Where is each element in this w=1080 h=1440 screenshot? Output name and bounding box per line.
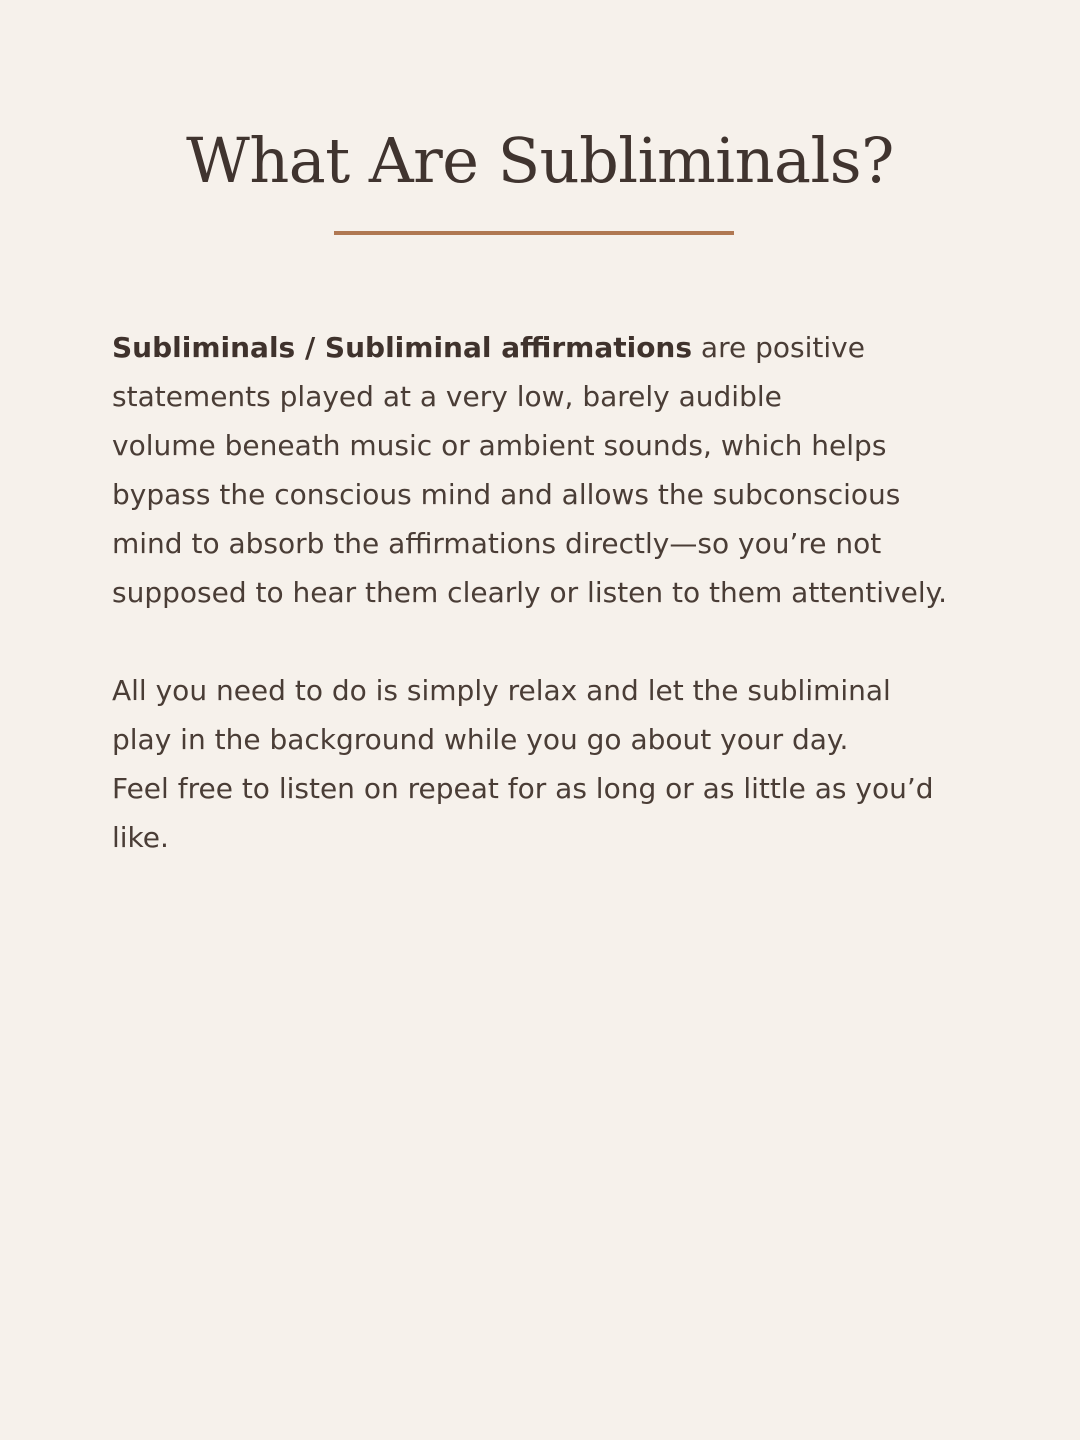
paragraph-line: supposed to hear them clearly or listen to them attentively. xyxy=(112,576,948,609)
definition-paragraph xyxy=(112,323,992,617)
bold-term: Subliminals / Subliminal affirmations xyxy=(112,331,693,364)
page-title: What Are Subliminals? xyxy=(186,124,894,197)
paragraph-line: bypass the conscious mind and allows the subconscious xyxy=(112,478,901,511)
instructions-paragraph xyxy=(112,666,992,862)
paragraph-line: volume beneath music or ambient sounds, which helps xyxy=(112,429,887,462)
paragraph-line: like. xyxy=(112,821,169,854)
paragraph-line: statements played at a very low, barely audible xyxy=(112,380,782,413)
paragraph-line: All you need to do is simply relax and let the subliminal xyxy=(112,674,891,707)
paragraph-line: mind to absorb the affirmations directly—so you’re not xyxy=(112,527,882,560)
paragraph-line: Feel free to listen on repeat for as long or as little as you’d xyxy=(112,772,934,805)
title-divider xyxy=(334,231,734,235)
paragraph-text: are positive xyxy=(692,331,865,364)
paragraph-line xyxy=(112,323,992,372)
paragraph-line: play in the background while you go about your day. xyxy=(112,723,849,756)
